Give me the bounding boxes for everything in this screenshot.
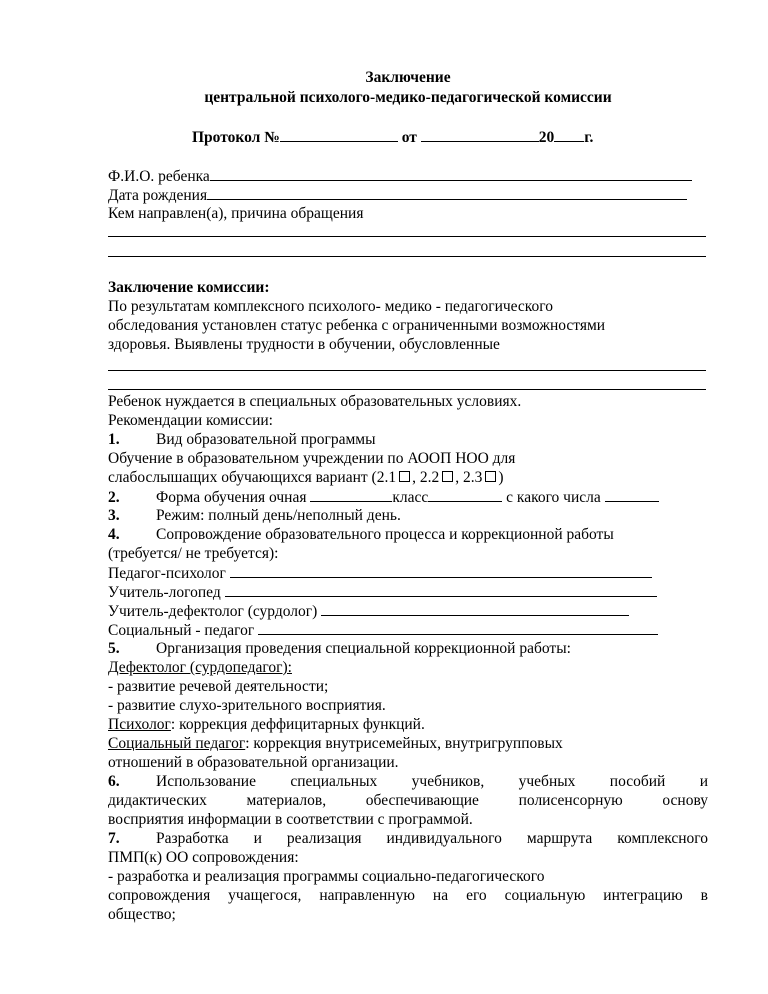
psychologist-blank[interactable] [230,563,652,578]
fio-blank[interactable] [210,166,692,181]
protocol-label: Протокол № [192,129,280,146]
form-blank[interactable] [310,487,392,502]
item-number: 2. [108,489,120,506]
item-7-text: Разработка и реализация индивидуального маршрута комплексного [156,830,708,847]
variant-close: ) [498,469,504,486]
item-6-line-b: дидактических материалов, обеспечивающие полисенсорную основу [108,792,708,809]
fio-label: Ф.И.О. ребенка [108,168,210,185]
conclusion-text-2: обследования установлен статус ребенка с ограниченными возможностями [108,317,606,334]
item-number: 5. [108,640,120,657]
item-3 [108,506,401,525]
item-number: 3. [108,507,120,524]
doc-title: Заключение [365,69,451,86]
item-6-text: Использование специальных учебников, учебных пособий и [156,773,708,790]
start-date-blank[interactable] [605,487,659,502]
protocol-year-blank[interactable] [554,127,584,142]
item-1 [108,430,376,449]
item-4 [108,525,614,544]
doc-subtitle: центральной психолого-медико-педагогической комиссии [204,89,612,106]
needs-text: Ребенок нуждается в специальных образовательных условиях. [108,393,522,410]
support-psychologist [108,563,652,583]
recs-heading: Рекомендации комиссии: [108,412,273,429]
referred-blank-2[interactable] [108,256,706,257]
checkbox-variant-2-2[interactable] [442,471,453,482]
dob-field [108,185,687,205]
protocol-line [192,127,593,147]
class-blank[interactable] [428,487,502,502]
social-pedagogue-text-2: отношений в образовательной организации. [108,754,399,771]
support-psychologist-label: Педагог-психолог [108,565,226,582]
item-7-line-d: сопровождения учащегося, направленную на его социальную интеграцию в [108,887,708,904]
referred-blank-1[interactable] [108,236,706,237]
item-7-line-c: - разработка и реализация программы социально-педагогического [108,868,545,885]
social-pedagogue-heading: Социальный педагог [108,735,246,752]
checkbox-variant-2-3[interactable] [485,471,496,482]
fio-field [108,166,692,186]
item-2-date-label: с какого числа [506,489,601,506]
item-2 [108,487,659,507]
item-number: 1. [108,431,120,448]
dob-label: Дата рождения [108,187,208,204]
support-social-pedagogue-label: Социальный - педагог [108,622,255,639]
social-pedagogue-blank[interactable] [258,620,658,635]
conclusion-heading: Заключение комиссии: [108,279,270,296]
social-pedagogue-line [108,734,563,753]
difficulties-blank-1[interactable] [108,370,706,371]
variant-2-3-label: , 2.3 [455,469,483,486]
social-pedagogue-text: : коррекция внутрисемейных, внутригрупповых [245,735,563,752]
support-social-pedagogue [108,620,658,640]
variant-text: слабослышащих обучающихся вариант (2.1 [108,469,397,486]
conclusion-text-1: По результатам комплексного психолого- медико - педагогического [108,298,554,315]
item-6-line-c: восприятия информации в соответствии с программой. [108,811,473,828]
support-defectologist-label: Учитель-дефектолог (сурдолог) [108,603,318,620]
support-speech-therapist [108,582,657,602]
item-7-line-b: ПМП(к) ОО сопровождения: [108,849,299,866]
support-speech-therapist-label: Учитель-логопед [108,584,221,601]
item-1-line-a: Обучение в образовательном учреждении по АООП НОО для [108,450,516,467]
item-2-class-label: класс [392,489,429,506]
protocol-year-suffix: г. [584,129,594,146]
support-defectologist [108,601,629,621]
speech-therapist-blank[interactable] [225,582,657,597]
protocol-date-blank[interactable] [421,127,539,142]
item-1-text: Вид образовательной программы [156,431,376,448]
variant-2-2-label: , 2.2 [412,469,440,486]
defectologist-task-2: - развитие слухо-зрительного восприятия. [108,697,386,714]
checkbox-variant-2-1[interactable] [399,471,410,482]
defectologist-task-1: - развитие речевой деятельности; [108,678,329,695]
item-2-form-label: Форма обучения очная [156,489,307,506]
item-number: 7. [108,830,120,847]
defectologist-heading: Дефектолог (сурдопедагог): [108,659,292,676]
item-7-line-e: общество; [108,906,176,923]
item-1-line-b [108,468,504,487]
defectologist-blank[interactable] [321,601,629,616]
protocol-year-prefix: 20 [538,129,555,146]
item-5 [108,639,571,658]
protocol-number-blank[interactable] [280,127,398,142]
item-number: 6. [108,773,120,790]
item-number: 4. [108,526,120,543]
item-4-line-b: (требуется/ не требуется): [108,545,279,562]
psychologist-heading: Психолог [108,716,171,733]
conclusion-text-3: здоровья. Выявлены трудности в обучении, обусловленные [108,336,500,353]
item-3-text: Режим: полный день/неполный день. [156,507,401,524]
difficulties-blank-2[interactable] [108,389,706,390]
protocol-from-label: от [401,129,417,146]
psychologist-line [108,715,425,734]
referred-label: Кем направлен(а), причина обращения [108,205,364,222]
psychologist-text: : коррекция деффицитарных функций. [170,716,425,733]
item-6 [108,772,708,791]
item-5-text: Организация проведения специальной коррекционной работы: [156,640,571,657]
item-7 [108,829,708,848]
item-4-text: Сопровождение образовательного процесса и коррекционной работы [156,526,614,543]
dob-blank[interactable] [207,185,687,200]
